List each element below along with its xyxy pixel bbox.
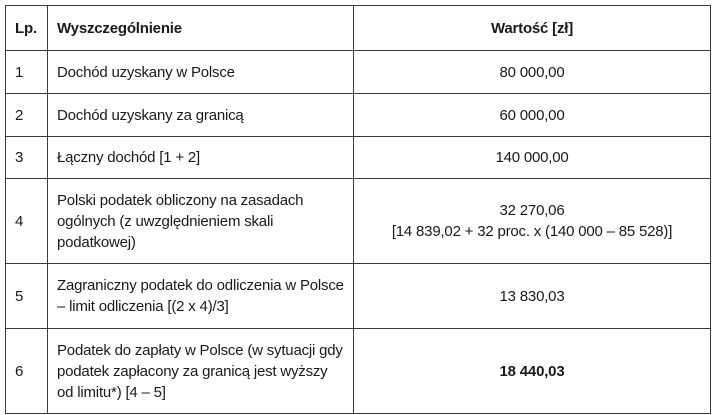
row-number: 4 bbox=[6, 179, 48, 264]
tax-calculation-table bbox=[5, 5, 711, 414]
value-amount: 60 000,00 bbox=[499, 106, 565, 124]
row-value bbox=[354, 264, 711, 329]
value-amount: 80 000,00 bbox=[499, 63, 565, 81]
table-row bbox=[6, 179, 711, 264]
row-description: Podatek do zapłaty w Polsce (w sytuacji gdy podatek zapłacony za granicą jest wyższy od limitu*) [4 – 5] bbox=[48, 329, 354, 414]
header-value: Wartość [zł] bbox=[354, 6, 711, 51]
row-number: 6 bbox=[6, 329, 48, 414]
row-number: 2 bbox=[6, 94, 48, 137]
row-value bbox=[354, 51, 711, 94]
row-description: Polski podatek obliczony na zasadach ogólnych (z uwzględnieniem skali podatkowej) bbox=[48, 179, 354, 264]
table-row bbox=[6, 94, 711, 137]
value-amount-total: 18 440,03 bbox=[499, 362, 565, 380]
row-value bbox=[354, 94, 711, 137]
table-header-row bbox=[6, 6, 711, 51]
table-row bbox=[6, 137, 711, 179]
row-value bbox=[354, 329, 711, 414]
row-number: 3 bbox=[6, 137, 48, 179]
value-amount: 140 000,00 bbox=[495, 149, 569, 166]
value-amount: 13 830,03 bbox=[499, 287, 565, 305]
row-description: Zagraniczny podatek do odliczenia w Polsce – limit odliczenia [(2 x 4)/3] bbox=[48, 264, 354, 329]
row-description: Dochód uzyskany w Polsce bbox=[48, 51, 354, 94]
row-number: 5 bbox=[6, 264, 48, 329]
row-value bbox=[354, 179, 711, 264]
table-row bbox=[6, 51, 711, 94]
row-value bbox=[354, 137, 711, 179]
row-description: Łączny dochód [1 + 2] bbox=[48, 137, 354, 179]
table-row bbox=[6, 264, 711, 329]
value-amount: 32 270,06 bbox=[499, 202, 565, 219]
header-description: Wyszczególnienie bbox=[48, 6, 354, 51]
row-number: 1 bbox=[6, 51, 48, 94]
header-lp: Lp. bbox=[6, 6, 48, 51]
value-formula: [14 839,02 + 32 proc. x (140 000 – 85 528)] bbox=[391, 223, 673, 240]
table-row bbox=[6, 329, 711, 414]
row-description: Dochód uzyskany za granicą bbox=[48, 94, 354, 137]
